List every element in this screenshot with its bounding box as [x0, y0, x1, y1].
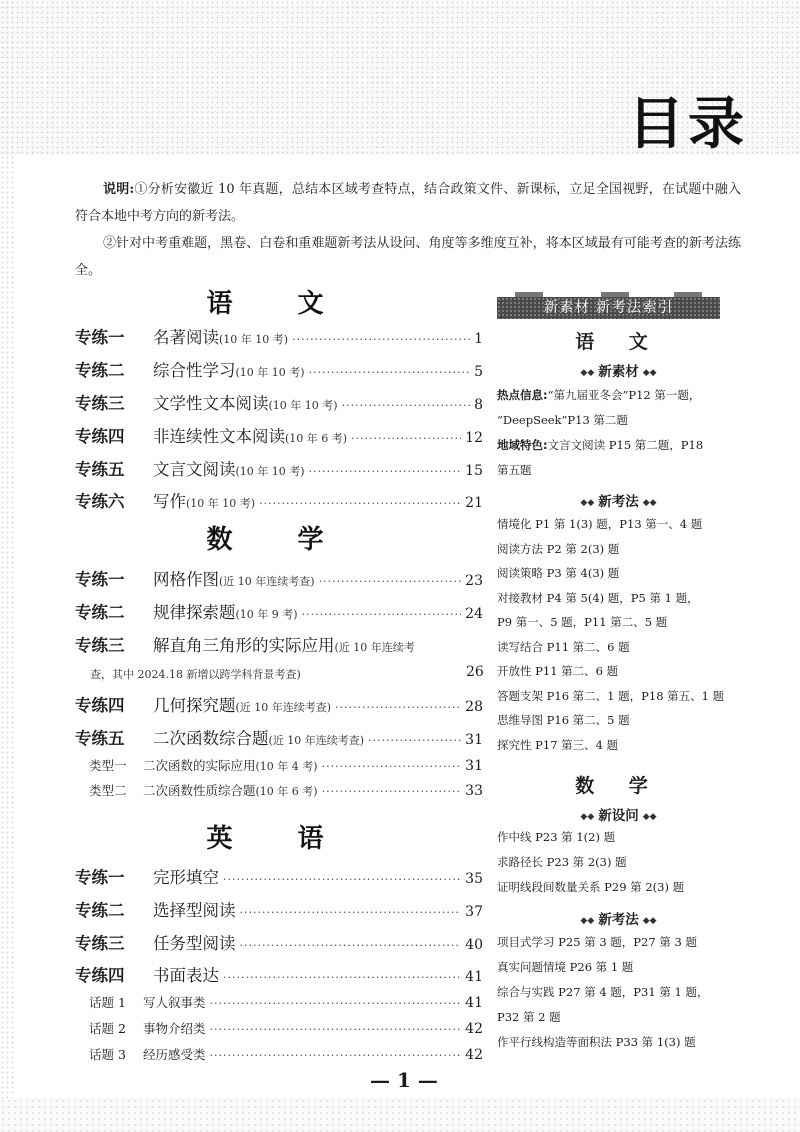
index-line [497, 462, 743, 478]
toc-note: (近 10 年连续考查) [235, 701, 332, 714]
toc-name: 几何探究题 [153, 696, 236, 715]
toc-page-number: 21 [465, 495, 483, 511]
index-line [497, 541, 743, 557]
index-line-text: “第九届亚冬会”P12 第一题， [547, 388, 701, 402]
toc-name: 选择型阅读 [153, 901, 236, 920]
dot-leader [292, 333, 470, 346]
toc-row-english-topic-3[interactable] [75, 1045, 483, 1071]
intro-paragraph-2: ②针对中考重难题，黑卷、白卷和重难题新考法从设问、角度等多维度互补，将本区域最有可能考查的新考法练全。 [75, 236, 741, 278]
toc-name: 事物介绍类 [143, 1021, 206, 1036]
toc-code: 类型一 [89, 758, 127, 773]
toc-code: 专练五 [75, 729, 125, 748]
index-banner [497, 297, 720, 319]
toc-row-math-5[interactable] [75, 725, 483, 751]
toc-row-english-4[interactable] [75, 962, 483, 988]
dot-leader [335, 701, 461, 714]
index-line [497, 1009, 743, 1025]
index-line-text: 作中线 P23 第 1(2) 题 [497, 830, 616, 844]
dot-leader [342, 399, 471, 412]
toc-code: 类型二 [89, 783, 127, 798]
index-line [497, 688, 743, 704]
index-line [497, 934, 743, 950]
toc-page-number: 37 [465, 904, 483, 920]
toc-name: 规律探索题 [153, 603, 236, 622]
dot-leader [322, 785, 462, 798]
footer-texture [0, 1098, 800, 1132]
toc-row-math-type-1[interactable] [75, 756, 483, 782]
index-line-text: 开放性 P11 第二、6 题 [497, 664, 619, 678]
dot-leader [309, 366, 471, 379]
toc-code: 专练二 [75, 361, 125, 380]
dot-leader [319, 575, 462, 588]
toc-code: 专练一 [75, 868, 125, 887]
toc-page-number: 12 [465, 430, 483, 446]
toc-code: 专练三 [75, 394, 125, 413]
index-line [497, 516, 743, 532]
toc-note: (近 10 年连续考 [334, 641, 415, 654]
dot-leader [302, 608, 462, 621]
index-line [497, 959, 743, 975]
index-line [497, 879, 743, 895]
index-line [497, 737, 743, 753]
index-line [497, 1034, 743, 1050]
toc-page-number: 42 [465, 1021, 483, 1037]
index-chinese-new-material-label: 新素材 [598, 364, 639, 380]
index-line-text: 阅读方法 P2 第 2(3) 题 [497, 541, 620, 556]
toc-code: 专练四 [75, 427, 125, 446]
toc-note: (10 年 4 考) [255, 760, 318, 773]
dot-leader [259, 497, 461, 510]
dot-leader [210, 997, 462, 1010]
index-line-text: 求路径长 P23 第 2(3) 题 [497, 855, 627, 869]
dot-leader [210, 1049, 462, 1062]
page-number: — 1 — [370, 1068, 438, 1092]
index-line [497, 437, 743, 453]
index-line-text: 证明线段间数量关系 P29 第 2(3) 题 [497, 880, 685, 894]
dot-leader [322, 760, 462, 773]
toc-name: 网格作图 [153, 570, 219, 589]
intro-label: 说明: [103, 182, 135, 197]
toc-row-chinese-3[interactable] [75, 390, 483, 416]
banner-tab-left [515, 292, 543, 297]
toc-row-english-topic-1[interactable] [75, 993, 483, 1019]
toc-note: (10 年 10 考) [268, 399, 338, 412]
index-line-text: 阅读策略 P3 第 4(3) 题 [497, 566, 620, 580]
index-chinese-heading: 语 文 [575, 331, 662, 353]
index-line [497, 663, 743, 679]
chinese-heading: 语 文 [206, 289, 352, 319]
index-line [497, 854, 743, 870]
english-heading: 英 语 [206, 824, 352, 854]
diamond-icon: ◆◆ [642, 916, 657, 926]
banner-tab-right [674, 292, 702, 297]
toc-row-math-1[interactable] [75, 566, 483, 592]
index-line-text: 第五题 [497, 463, 532, 477]
index-line [497, 639, 743, 655]
index-math-new-question-heading [497, 804, 740, 824]
index-math-new-question-label: 新设问 [598, 808, 639, 824]
toc-name: 综合性学习 [153, 361, 236, 380]
toc-name: 二次函数综合题 [153, 729, 269, 748]
index-line [497, 614, 743, 630]
toc-name: 书面表达 [153, 966, 219, 985]
index-line-label: 地域特色: [497, 438, 548, 452]
toc-code: 专练三 [75, 934, 125, 953]
toc-page-number: 5 [474, 364, 483, 380]
index-line-text: 探究性 P17 第三、4 题 [497, 737, 619, 752]
dot-leader [240, 939, 462, 952]
toc-row-english-topic-2[interactable] [75, 1019, 483, 1045]
toc-name: 经历感受类 [143, 1047, 206, 1062]
toc-row-english-3[interactable] [75, 930, 483, 956]
index-chinese-new-method-heading [497, 490, 740, 510]
toc-name: 文学性文本阅读 [153, 394, 269, 413]
index-line-text: 文言文阅读 P15 第二题，P18 [547, 438, 704, 452]
diamond-icon: ◆◆ [580, 916, 595, 926]
toc-row-math-4[interactable] [75, 692, 483, 718]
toc-name: 写人叙事类 [143, 995, 206, 1010]
index-line [497, 590, 743, 606]
index-line-text: 作平行线构造等面积法 P33 第 1(3) 题 [497, 1035, 696, 1049]
page-title: 目录 [628, 92, 748, 157]
toc-page-number: 31 [465, 758, 483, 774]
toc-code: 专练二 [75, 603, 125, 622]
banner-tab-mid [601, 292, 629, 297]
intro-note [75, 176, 741, 284]
dot-leader [240, 906, 462, 919]
index-line-text: P9 第一、5 题，P11 第二、5 题 [497, 615, 668, 629]
toc-page-number: 23 [465, 573, 483, 589]
toc-note: (10 年 6 考) [285, 432, 348, 445]
diamond-icon: ◆◆ [580, 812, 595, 822]
index-line-text: 综合与实践 P27 第 4 题，P31 第 1 题， [497, 985, 709, 999]
toc-note: (10 年 10 考) [235, 366, 305, 379]
toc-page-number: 42 [465, 1047, 483, 1063]
toc-code: 话题 2 [89, 1021, 126, 1036]
toc-name: 解直角三角形的实际应用 [153, 636, 335, 655]
toc-note: (10 年 10 考) [186, 497, 256, 510]
toc-note: (10 年 10 考) [219, 333, 289, 346]
toc-code: 专练一 [75, 570, 125, 589]
toc-page-number: 31 [465, 732, 483, 748]
index-line [497, 712, 743, 728]
index-chinese-new-method-label: 新考法 [598, 494, 639, 510]
index-math-new-method-heading [497, 908, 740, 928]
toc-code: 话题 1 [89, 995, 126, 1010]
toc-code: 专练三 [75, 636, 125, 655]
index-line [497, 565, 743, 581]
toc-page-number: 28 [465, 699, 483, 715]
toc-row-chinese-6[interactable] [75, 488, 483, 514]
index-line-text: 对接教材 P4 第 5(4) 题，P5 第 1 题， [497, 590, 699, 605]
toc-code: 专练五 [75, 460, 125, 479]
toc-page-number: 24 [465, 606, 483, 622]
toc-page-number: 41 [465, 969, 483, 985]
toc-page-number: 35 [465, 871, 483, 887]
toc-row-chinese-1[interactable] [75, 324, 483, 350]
toc-name: 完形填空 [153, 868, 219, 887]
index-line-text: 项目式学习 P25 第 3 题，P27 第 3 题 [497, 935, 697, 949]
index-banner-label: 新素材 新考法索引 [543, 300, 674, 316]
index-chinese-new-material-heading [497, 360, 740, 380]
diamond-icon: ◆◆ [580, 498, 595, 508]
side-texture [0, 0, 14, 1132]
toc-name: 非连续性文本阅读 [153, 427, 285, 446]
index-line [497, 829, 743, 845]
toc-row-math-type-2[interactable] [75, 781, 483, 807]
toc-row-chinese-5[interactable] [75, 456, 483, 482]
toc-page-number: 33 [465, 783, 483, 799]
index-line-text: 情境化 P1 第 1(3) 题，P13 第一、4 题 [497, 517, 703, 531]
index-line-text: 读写结合 P11 第二、6 题 [497, 639, 630, 654]
toc-name: 写作 [153, 492, 186, 511]
dot-leader [210, 1023, 462, 1036]
index-line [497, 412, 743, 428]
index-line [497, 984, 743, 1000]
toc-name: 二次函数的实际应用 [143, 758, 256, 773]
toc-note: (近 10 年连续考查) [268, 734, 365, 747]
dot-leader [223, 873, 461, 886]
toc-code: 专练二 [75, 901, 125, 920]
toc-code: 专练四 [75, 966, 125, 985]
toc-name: 文言文阅读 [153, 460, 236, 479]
index-line-text: P32 第 2 题 [497, 1010, 561, 1024]
index-line-text: 真实问题情境 P26 第 1 题 [497, 960, 634, 974]
toc-page-number: 1 [474, 331, 483, 347]
diamond-icon: ◆◆ [580, 368, 595, 378]
index-line-label: 热点信息: [497, 388, 548, 402]
toc-code: 专练一 [75, 328, 125, 347]
toc-note: (10 年 6 考) [255, 785, 318, 798]
toc-name: 名著阅读 [153, 328, 219, 347]
toc-row-chinese-4[interactable] [75, 423, 483, 449]
toc-code: 话题 3 [89, 1047, 126, 1062]
diamond-icon: ◆◆ [642, 812, 657, 822]
index-line [497, 387, 743, 403]
dot-leader [351, 432, 461, 445]
index-line-text: 答题支架 P16 第二、1 题，P18 第五、1 题 [497, 688, 725, 703]
math-continuation-page[interactable]: 26 [466, 664, 484, 680]
index-line-text: “DeepSeek”P13 第二题 [497, 413, 628, 427]
math-continuation: 查，其中 2024.18 新增以跨学科背景考查) [90, 668, 301, 681]
toc-name: 任务型阅读 [153, 934, 236, 953]
toc-row-english-1[interactable] [75, 864, 483, 890]
toc-note: (10 年 9 考) [235, 608, 298, 621]
dot-leader [223, 971, 461, 984]
toc-row-math-2[interactable] [75, 599, 483, 625]
toc-note: (10 年 10 考) [235, 465, 305, 478]
toc-row-chinese-2[interactable] [75, 357, 483, 383]
index-line-text: 思维导图 P16 第二、5 题 [497, 713, 630, 727]
toc-code: 专练六 [75, 492, 125, 511]
diamond-icon: ◆◆ [642, 498, 657, 508]
toc-row-math-3[interactable] [75, 632, 483, 658]
toc-note: (近 10 年连续考查) [219, 575, 315, 588]
index-math-new-method-label: 新考法 [598, 912, 639, 928]
intro-paragraph-1: ①分析安徽近 10 年真题，总结本区域考查特点，结合政策文件、新课标，立足全国视野，在试题中融入符合本地中考方向的新考法。 [75, 182, 741, 224]
toc-row-english-2[interactable] [75, 897, 483, 923]
math-heading: 数 学 [206, 525, 352, 555]
dot-leader [368, 734, 461, 747]
toc-page-number: 40 [465, 937, 483, 953]
diamond-icon: ◆◆ [642, 368, 657, 378]
index-math-heading: 数 学 [575, 775, 662, 797]
dot-leader [309, 465, 462, 478]
toc-page-number: 15 [465, 463, 483, 479]
toc-name: 二次函数性质综合题 [143, 783, 256, 798]
toc-page-number: 41 [465, 995, 483, 1011]
toc-code: 专练四 [75, 696, 125, 715]
toc-page-number: 8 [474, 397, 483, 413]
